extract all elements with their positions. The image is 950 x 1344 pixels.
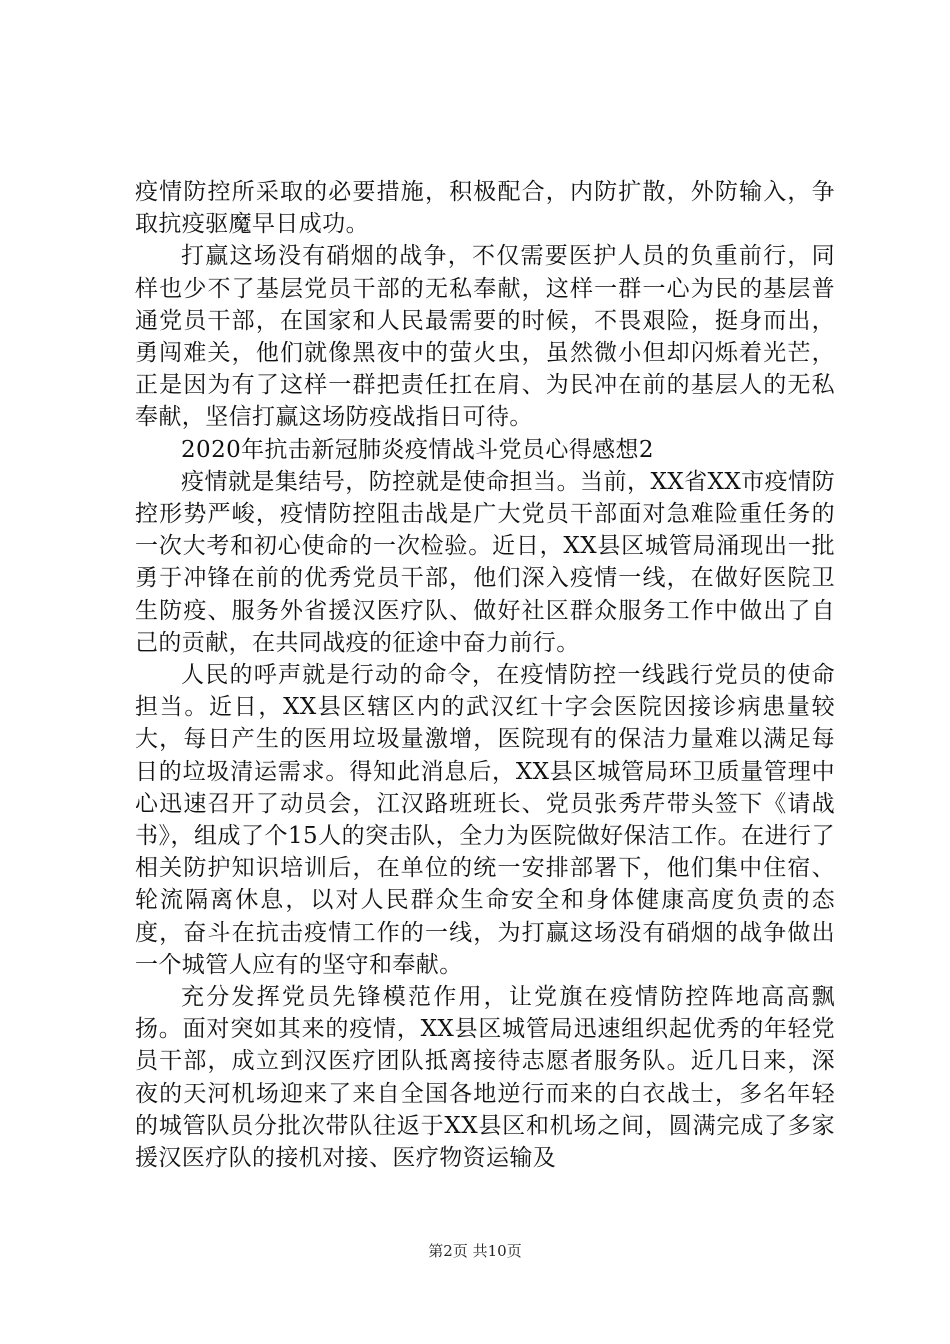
paragraph-continuation: 疫情防控所采取的必要措施，积极配合，内防扩散，外防输入，争取抗疫驱魔早日成功。: [135, 179, 835, 238]
paragraph: 人民的呼声就是行动的命令，在疫情防控一线践行党员的使命担当。近日，XX县区辖区内的武汉红十字会医院因接诊病患量较大，每日产生的医用垃圾量激增，医院现有的保洁力量难以满足每日的垃圾清运需求。得知此消息后，XX县区城管局环卫质量管理中心迅速召开了动员会，江汉路班班长、党员张秀芹带头签下《请战书》，组成了个15人的突击队，全力为医院做好保洁工作。在进行了相关防护知识培训后，在单位的统一安排部署下，他们集中住宿、轮流隔离休息，以对人民群众生命安全和身体健康高度负责的态度，奋斗在抗击疫情工作的一线，为打赢这场没有硝烟的战争做出一个城管人应有的坚守和奉献。: [135, 662, 835, 978]
page-number-label: 第2页 共10页: [428, 1242, 522, 1260]
document-body: [135, 176, 835, 1174]
paragraph: 打赢这场没有硝烟的战争，不仅需要医护人员的负重前行，同样也少不了基层党员干部的无私奉献，这样一群一心为民的基层普通党员干部，在国家和人民最需要的时候，不畏艰险，挺身而出，勇闯难关，他们就像黑夜中的萤火虫，虽然微小但却闪烁着光芒，正是因为有了这样一群把责任扛在肩、为民冲在前的基层人的无私奉献，坚信打赢这场防疫战指日可待。: [135, 243, 835, 431]
section-subtitle: 2020年抗击新冠肺炎疫情战斗党员心得感想2: [181, 436, 654, 463]
paragraph: 疫情就是集结号，防控就是使命担当。当前，XX省XX市疫情防控形势严峻，疫情防控阻击战是广大党员干部面对急难险重任务的一次大考和初心使命的一次检验。近日，XX县区城管局涌现出一批勇于冲锋在前的优秀党员干部，他们深入疫情一线，在做好医院卫生防疫、服务外省援汉医疗队、做好社区群众服务工作中做出了自己的贡献，在共同战疫的征途中奋力前行。: [135, 468, 835, 656]
page-footer: [0, 1240, 950, 1261]
paragraph: 充分发挥党员先锋模范作用，让党旗在疫情防控阵地高高飘扬。面对突如其来的疫情，XX县区城管局迅速组织起优秀的年轻党员干部，成立到汉医疗团队抵离接待志愿者服务队。近几日来，深夜的天河机场迎来了来自全国各地逆行而来的白衣战士，多名年轻的城管队员分批次带队往返于XX县区和机场之间，圆满完成了多家援汉医疗队的接机对接、医疗物资运输及: [135, 984, 835, 1172]
